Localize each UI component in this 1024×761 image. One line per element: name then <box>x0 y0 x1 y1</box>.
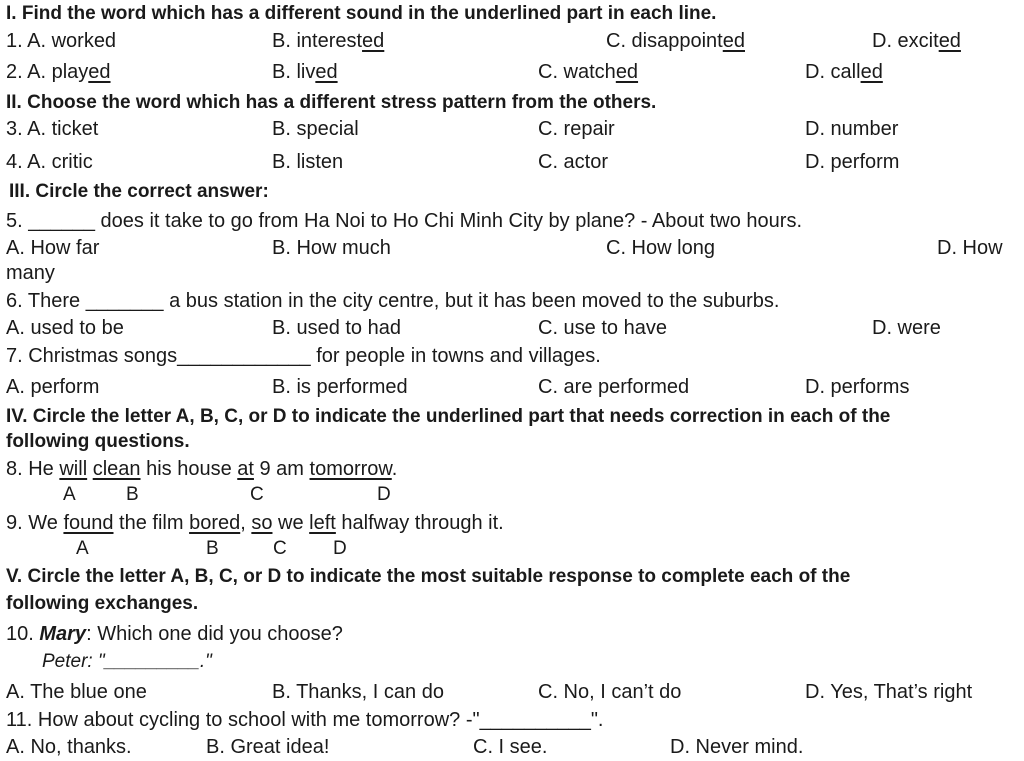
q11-end: ". <box>590 709 604 731</box>
q11-blank: __________ <box>479 709 591 731</box>
q2-option-a[interactable] <box>6 60 111 84</box>
q8-part-c[interactable]: at <box>237 458 254 480</box>
q7-option-a[interactable]: A. perform <box>6 376 100 398</box>
q1-option-b[interactable] <box>272 29 384 53</box>
section-2-heading: II. Choose the word which has a different stress pattern from the others. <box>6 92 657 113</box>
q5-option-d-continued: many <box>6 262 55 284</box>
q8-part-d[interactable]: tomorrow <box>309 458 392 480</box>
q6-num: 6. There <box>6 290 86 312</box>
q3-option-d[interactable]: D. number <box>805 118 899 140</box>
q10-option-d[interactable]: D. Yes, That’s right <box>805 681 973 703</box>
q9-part-b[interactable]: bored <box>189 512 241 534</box>
q11-option-b[interactable]: B. Great idea! <box>206 736 330 758</box>
q1-option-d[interactable] <box>872 29 961 53</box>
q10-question: Which one did you choose? <box>97 623 343 645</box>
q4-option-c[interactable]: C. actor <box>538 151 609 173</box>
q11-question: 11. How about cycling to school with me tomorrow? -" <box>6 709 480 731</box>
q11-option-c[interactable]: C. I see. <box>473 736 548 758</box>
q8-mid2: 9 am <box>253 458 310 480</box>
q5-option-b[interactable]: B. How much <box>272 237 391 259</box>
q9-label-b: B <box>206 538 219 559</box>
q2-c-text: C. watch <box>538 61 616 83</box>
q3-option-c[interactable]: C. repair <box>538 118 615 140</box>
q10-option-a[interactable]: A. The blue one <box>6 681 147 703</box>
q1-d-underline: ed <box>938 30 961 52</box>
q10-num: 10. <box>6 623 40 645</box>
q8-part-b[interactable]: clean <box>92 458 141 480</box>
q5-option-c[interactable]: C. How long <box>606 237 715 259</box>
q7-option-b[interactable]: B. is performed <box>272 376 408 398</box>
q10-speaker-mary: Mary <box>39 623 87 645</box>
q2-b-underline: ed <box>315 61 338 83</box>
q10-speaker-peter: Peter <box>42 651 88 672</box>
q9-label-d: D <box>333 538 347 559</box>
q10-line1 <box>6 622 343 646</box>
q5-stem <box>6 209 802 233</box>
q5-blank: ______ <box>28 210 95 232</box>
q11-stem <box>6 708 603 732</box>
q10-peter-reply: : "_________." <box>87 651 212 672</box>
q6-option-b[interactable]: B. used to had <box>272 317 401 339</box>
q4-option-d[interactable]: D. perform <box>805 151 900 173</box>
q9-comma: , <box>240 512 252 534</box>
q7-stem <box>6 344 601 368</box>
q6-option-a[interactable]: A. used to be <box>6 317 124 339</box>
q6-option-c[interactable]: C. use to have <box>538 317 667 339</box>
q8-end: . <box>391 458 398 480</box>
q5-option-a[interactable]: A. How far <box>6 237 100 259</box>
q2-option-c[interactable] <box>538 60 638 84</box>
q9-end: halfway through it. <box>335 512 504 534</box>
q6-rest: a bus station in the city centre, but it has been moved to the suburbs. <box>163 290 780 312</box>
q9-part-a[interactable]: found <box>63 512 114 534</box>
q4-option-a[interactable]: 4. A. critic <box>6 151 93 173</box>
q7-option-c[interactable]: C. are performed <box>538 376 690 398</box>
q8-sentence <box>6 457 397 481</box>
q7-num: 7. Christmas songs <box>6 345 178 367</box>
q9-sentence <box>6 511 504 535</box>
section-5-heading-cont: following exchanges. <box>6 593 199 614</box>
q6-option-d[interactable]: D. were <box>872 317 941 339</box>
q9-part-d[interactable]: left <box>309 512 336 534</box>
q2-a-text: 2. A. play <box>6 61 89 83</box>
q10-option-c[interactable]: C. No, I can’t do <box>538 681 682 703</box>
q10-option-b[interactable]: B. Thanks, I can do <box>272 681 444 703</box>
q9-mid3: we <box>272 512 310 534</box>
q2-option-b[interactable] <box>272 60 338 84</box>
section-5-heading: V. Circle the letter A, B, C, or D to indicate the most suitable response to complete each of the <box>6 566 851 587</box>
q2-c-underline: ed <box>615 61 639 83</box>
q8-label-a: A <box>63 484 76 505</box>
q1-b-text: B. interest <box>272 30 363 52</box>
q7-option-d[interactable]: D. performs <box>805 376 910 398</box>
q2-b-text: B. liv <box>272 61 316 83</box>
q5-rest: does it take to go from Ha Noi to Ho Chi Minh City by plane? - About two hours. <box>95 210 803 232</box>
q2-a-underline: ed <box>88 61 111 83</box>
section-4-heading-cont: following questions. <box>6 431 190 452</box>
q9-num: 9. We <box>6 512 64 534</box>
q2-option-d[interactable] <box>805 60 883 84</box>
q9-label-c: C <box>273 538 287 559</box>
q9-mid1: the film <box>113 512 190 534</box>
q4-option-b[interactable]: B. listen <box>272 151 344 173</box>
q1-option-c[interactable] <box>606 29 745 53</box>
q7-blank: ____________ <box>177 345 311 367</box>
q1-c-text: C. disappoint <box>606 30 723 52</box>
q5-num: 5. <box>6 210 29 232</box>
q8-label-c: C <box>250 484 264 505</box>
q6-blank: _______ <box>85 290 164 312</box>
q2-d-underline: ed <box>860 61 883 83</box>
q10-colon: : <box>86 623 98 645</box>
q1-d-text: D. excit <box>872 30 939 52</box>
q2-d-text: D. call <box>805 61 861 83</box>
q6-stem <box>6 289 779 313</box>
q8-part-a[interactable]: will <box>59 458 88 480</box>
q9-label-a: A <box>76 538 89 559</box>
q10-line2 <box>42 650 212 674</box>
q8-num: 8. He <box>6 458 60 480</box>
q9-part-c[interactable]: so <box>251 512 273 534</box>
q1-c-underline: ed <box>722 30 745 52</box>
q11-option-a[interactable]: A. No, thanks. <box>6 736 132 758</box>
q8-label-b: B <box>126 484 139 505</box>
q8-mid: his house <box>140 458 238 480</box>
q1-b-underline: ed <box>362 30 385 52</box>
q8-label-d: D <box>377 484 391 505</box>
section-3-heading: III. Circle the correct answer: <box>9 181 269 202</box>
q7-rest: for people in towns and villages. <box>310 345 601 367</box>
q5-option-d[interactable]: D. How <box>937 237 1003 259</box>
q3-option-b[interactable]: B. special <box>272 118 359 140</box>
section-4-heading: IV. Circle the letter A, B, C, or D to indicate the underlined part that needs correction in each of the <box>6 406 891 427</box>
q3-option-a[interactable]: 3. A. ticket <box>6 118 99 140</box>
q1-option-a[interactable]: 1. A. worked <box>6 30 117 52</box>
section-1-heading: I. Find the word which has a different sound in the underlined part in each line. <box>6 3 717 24</box>
q11-option-d[interactable]: D. Never mind. <box>670 736 804 758</box>
